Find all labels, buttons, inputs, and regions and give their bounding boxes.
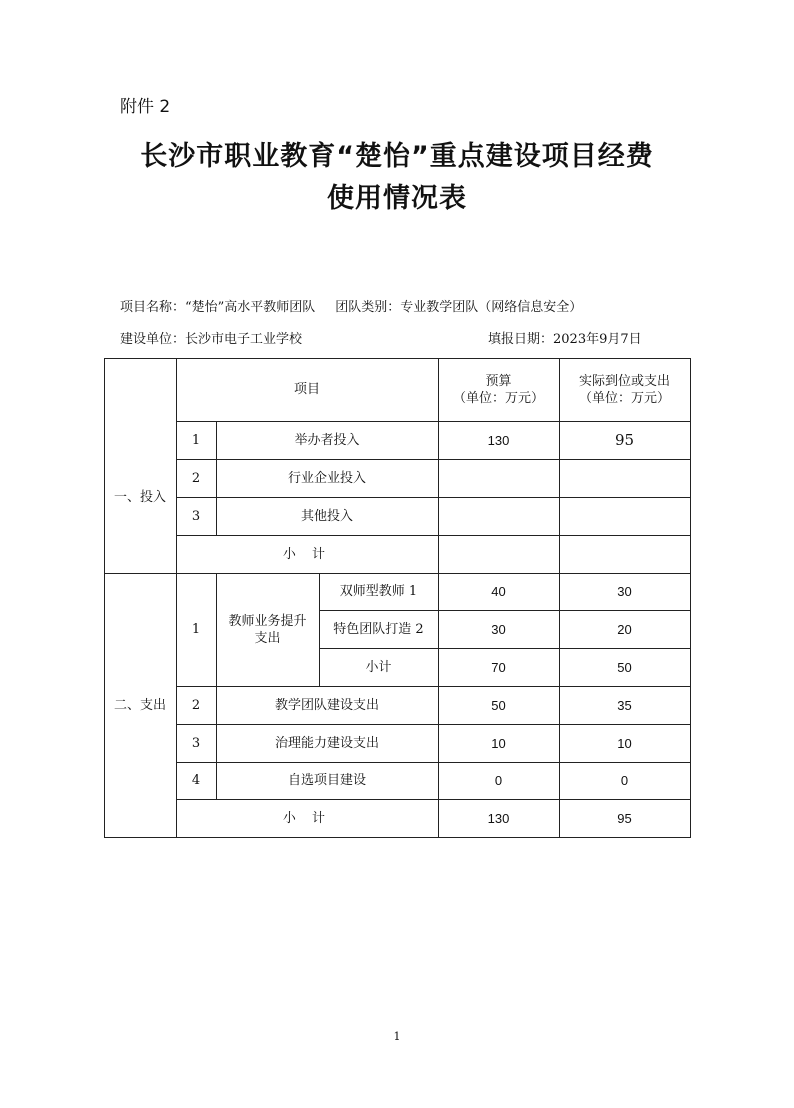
expense-subtotal-budget: 130 <box>487 810 510 826</box>
expense-row-budget: 0 <box>494 773 503 788</box>
expense-section-label: 二、支出 <box>113 697 166 713</box>
expense-subrow-budget: 40 <box>491 584 506 599</box>
expense-row-no: 3 <box>191 735 201 751</box>
header-item: 项目 <box>293 382 320 397</box>
input-row-no: 3 <box>191 508 201 524</box>
expense-subrow-budget: 70 <box>491 659 506 675</box>
header-actual <box>559 358 690 421</box>
expense-row-actual: 10 <box>617 735 632 751</box>
input-row-no: 2 <box>191 470 201 486</box>
header-actual-unit: （单位：万元） <box>578 390 670 406</box>
header-budget <box>438 358 559 421</box>
input-row-actual: 95 <box>614 430 635 449</box>
expense-subrow-item: 特色团队打造 2 <box>333 621 424 637</box>
input-row-budget <box>438 497 559 535</box>
input-row-budget: 130 <box>487 432 510 448</box>
expense-row-no: 2 <box>191 697 201 713</box>
expense-row-budget: 10 <box>491 735 506 751</box>
header-budget-title: 预算 <box>485 373 512 389</box>
document-title-line1: 长沙市职业教育“楚怡”重点建设项目经费 <box>140 141 654 172</box>
expense-group-label-line1: 教师业务提升 <box>228 613 307 629</box>
expense-subrow-actual: 20 <box>617 621 632 637</box>
expense-subrow-actual: 30 <box>617 584 632 599</box>
expense-group-no: 1 <box>191 622 201 637</box>
input-row-item: 举办者投入 <box>294 432 360 448</box>
expense-group-label <box>216 573 319 686</box>
expense-row-item: 教学团队建设支出 <box>274 697 379 713</box>
builder-unit: 建设单位：长沙市电子工业学校 <box>120 332 303 347</box>
expense-subtotal-actual: 95 <box>617 810 632 826</box>
input-section-label: 一、投入 <box>113 489 166 505</box>
attachment-label: 附件 2 <box>120 97 171 117</box>
team-type: 团队类别：专业教学团队（网络信息安全） <box>335 300 583 315</box>
input-subtotal-actual <box>559 535 690 573</box>
expense-row-actual: 0 <box>620 773 629 788</box>
page-number: 1 <box>393 1030 401 1043</box>
expense-row-budget: 50 <box>491 697 506 713</box>
expense-subrow-budget: 30 <box>491 621 506 637</box>
fill-date: 填报日期：2023年9月7日 <box>488 332 642 347</box>
expense-row-no: 4 <box>191 773 201 788</box>
expense-row-item: 治理能力建设支出 <box>274 735 379 751</box>
input-subtotal-budget <box>438 535 559 573</box>
expense-row-item: 自选项目建设 <box>287 773 366 788</box>
expense-subrow-actual: 50 <box>617 659 632 675</box>
input-row-actual <box>559 459 690 497</box>
input-row-item: 其他投入 <box>300 508 353 524</box>
expense-row-actual: 35 <box>617 697 632 713</box>
expense-subrow-item: 双师型教师 1 <box>339 584 418 599</box>
document-title-line2: 使用情况表 <box>327 183 467 214</box>
expense-subtotal-label: 小 计 <box>282 810 332 826</box>
header-actual-title: 实际到位或支出 <box>578 373 670 389</box>
input-row-budget <box>438 459 559 497</box>
expense-subrow-item: 小计 <box>365 659 392 675</box>
expense-group-label-line2: 支出 <box>254 630 281 646</box>
input-row-no: 1 <box>191 432 201 448</box>
input-row-actual <box>559 497 690 535</box>
header-budget-unit: （单位：万元） <box>452 390 544 406</box>
project-name: 项目名称：“楚怡”高水平教师团队 <box>120 300 316 315</box>
input-row-item: 行业企业投入 <box>287 470 366 486</box>
input-subtotal-label: 小 计 <box>282 546 332 562</box>
project-name-team-type <box>120 296 582 315</box>
